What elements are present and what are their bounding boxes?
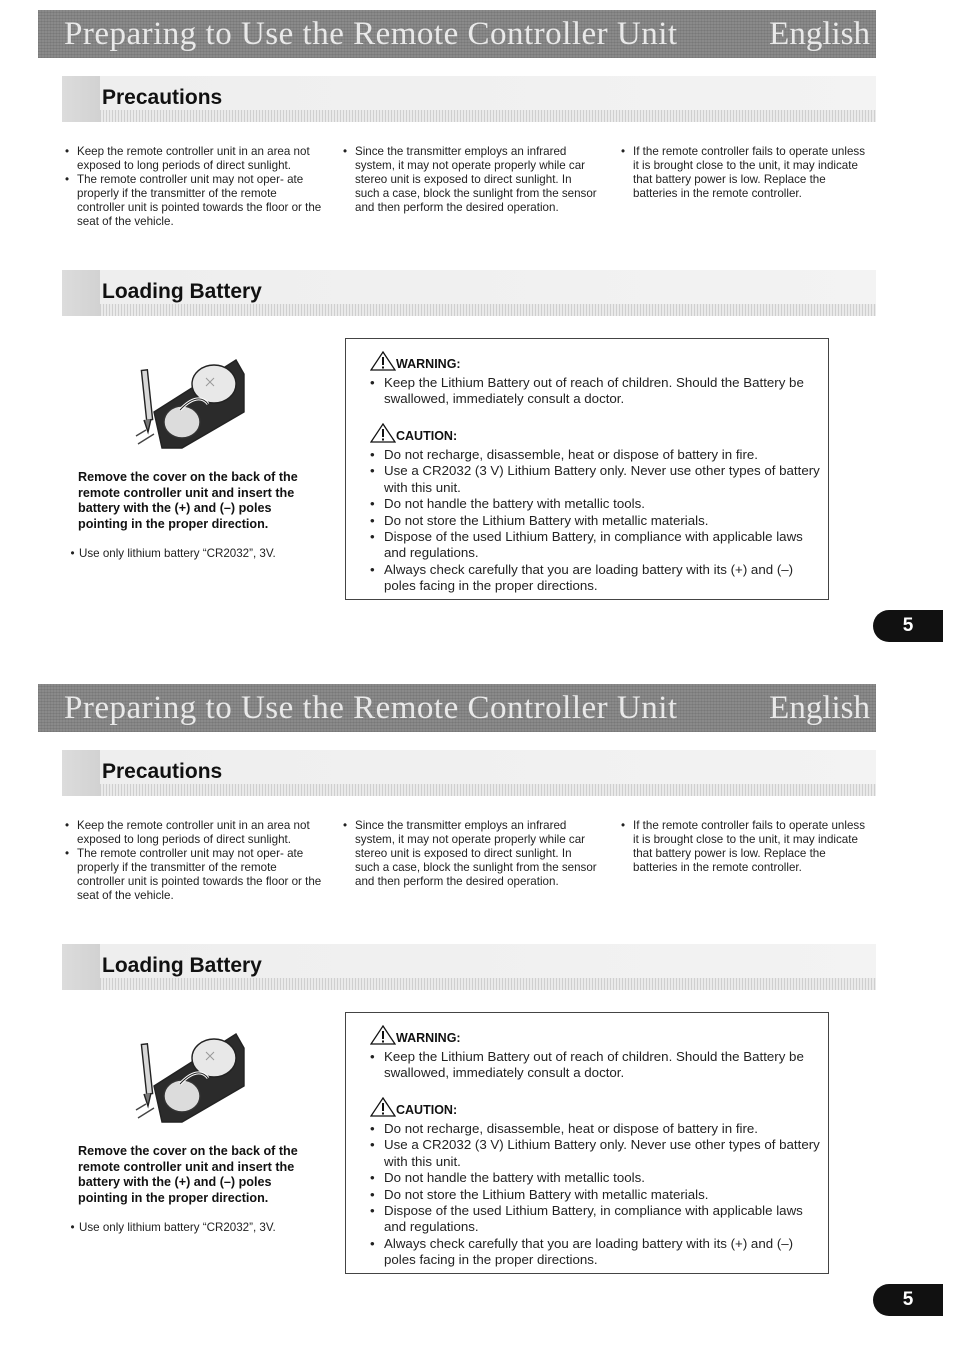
loading-battery-section-bar — [62, 944, 876, 990]
page-number: 5 — [902, 1289, 914, 1310]
banner-language: English — [769, 16, 870, 52]
precautions-column-3 — [619, 819, 869, 875]
battery-type-note: • Use only lithium battery “CR2032”, 3V. — [70, 1221, 276, 1234]
caution-heading — [370, 423, 457, 443]
precautions-column-1 — [63, 145, 325, 229]
caution-label: CAUTION: — [396, 1103, 458, 1117]
battery-type-note-text: Use only lithium battery “CR2032”, 3V. — [79, 547, 276, 560]
caution-item: • Do not handle the battery with metallic tools. — [368, 496, 828, 512]
caution-item: • Do not store the Lithium Battery with metallic materials. — [368, 1187, 828, 1203]
warning-heading — [370, 1025, 461, 1045]
banner-title: Preparing to Use the Remote Controller Unit — [64, 690, 678, 726]
page-1 — [0, 0, 954, 674]
precaution-item: • The remote controller unit may not oper- ate properly if the transmitter of the remote controller unit is pointed towards the floor or the seat of the vehicle. — [63, 173, 325, 229]
precaution-item: • If the remote controller fails to operate unless it is brought close to the unit, it may indicate that battery power is low. Replace the batteries in the remote controller. — [619, 819, 869, 875]
loading-instruction: Remove the cover on the back of the remote controller unit and insert the battery with the (+) and (–) poles pointing in the proper direction. — [78, 1144, 298, 1205]
warning-triangle-icon — [370, 1025, 396, 1045]
precaution-item: • The remote controller unit may not oper- ate properly if the transmitter of the remote controller unit is pointed towards the floor or the seat of the vehicle. — [63, 847, 325, 903]
caution-heading — [370, 1097, 457, 1117]
warning-triangle-icon — [370, 1097, 396, 1117]
warning-heading — [370, 351, 461, 371]
precaution-item: • Keep the remote controller unit in an area not exposed to long periods of direct sunlight. — [63, 819, 325, 847]
caution-item: • Use a CR2032 (3 V) Lithium Battery only. Never use other types of battery with this unit. — [368, 1137, 828, 1170]
warning-item: • Keep the Lithium Battery out of reach of children. Should the Battery be swallowed, immediately consult a doctor. — [368, 375, 828, 408]
page-number-tab — [873, 610, 943, 642]
caution-label: CAUTION: — [396, 429, 458, 443]
caution-item: • Always check carefully that you are loading battery with its (+) and (–) poles facing in the proper directions. — [368, 1236, 828, 1269]
precaution-item: • Keep the remote controller unit in an area not exposed to long periods of direct sunlight. — [63, 145, 325, 173]
loading-battery-section-bar — [62, 270, 876, 316]
page-number: 5 — [902, 615, 914, 636]
remote-battery-illustration — [132, 352, 252, 452]
header-banner — [38, 684, 876, 732]
precautions-section-bar — [62, 750, 876, 796]
caution-item: • Do not store the Lithium Battery with metallic materials. — [368, 513, 828, 529]
caution-list — [368, 1121, 828, 1269]
warning-list — [368, 1049, 828, 1082]
precaution-item: • Since the transmitter employs an infrared system, it may not operate properly while car stereo unit is exposed to direct sunlight. In such a case, block the sunlight from the sensor and then perform the desired operation. — [341, 145, 599, 215]
caution-item: • Use a CR2032 (3 V) Lithium Battery only. Never use other types of battery with this unit. — [368, 463, 828, 496]
warning-item: • Keep the Lithium Battery out of reach of children. Should the Battery be swallowed, immediately consult a doctor. — [368, 1049, 828, 1082]
caution-item: • Dispose of the used Lithium Battery, in compliance with applicable laws and regulations. — [368, 529, 828, 562]
battery-type-note: • Use only lithium battery “CR2032”, 3V. — [70, 547, 276, 560]
warning-list — [368, 375, 828, 408]
warning-caution-box — [345, 338, 829, 600]
loading-battery-heading: Loading Battery — [102, 280, 262, 303]
precautions-column-2 — [341, 145, 599, 215]
warning-caution-box — [345, 1012, 829, 1274]
banner-language: English — [769, 690, 870, 726]
warning-label: WARNING: — [396, 1031, 461, 1045]
precautions-column-3 — [619, 145, 869, 201]
loading-battery-heading: Loading Battery — [102, 954, 262, 977]
precaution-item: • Since the transmitter employs an infrared system, it may not operate properly while car stereo unit is exposed to direct sunlight. In such a case, block the sunlight from the sensor and then perform the desired operation. — [341, 819, 599, 889]
battery-type-note-text: Use only lithium battery “CR2032”, 3V. — [79, 1221, 276, 1234]
precautions-section-bar — [62, 76, 876, 122]
remote-battery-illustration — [132, 1026, 252, 1126]
banner-title: Preparing to Use the Remote Controller Unit — [64, 16, 678, 52]
caution-item: • Do not handle the battery with metallic tools. — [368, 1170, 828, 1186]
page-number-tab — [873, 1284, 943, 1316]
caution-item: • Dispose of the used Lithium Battery, in compliance with applicable laws and regulations. — [368, 1203, 828, 1236]
loading-instruction: Remove the cover on the back of the remote controller unit and insert the battery with the (+) and (–) poles pointing in the proper direction. — [78, 470, 298, 531]
precautions-column-1 — [63, 819, 325, 903]
warning-triangle-icon — [370, 423, 396, 443]
caution-item: • Do not recharge, disassemble, heat or dispose of battery in fire. — [368, 447, 828, 463]
caution-item: • Always check carefully that you are loading battery with its (+) and (–) poles facing in the proper directions. — [368, 562, 828, 595]
caution-item: • Do not recharge, disassemble, heat or dispose of battery in fire. — [368, 1121, 828, 1137]
precautions-column-2 — [341, 819, 599, 889]
precautions-heading: Precautions — [102, 86, 223, 109]
precautions-heading: Precautions — [102, 760, 223, 783]
caution-list — [368, 447, 828, 595]
header-banner — [38, 10, 876, 58]
precaution-item: • If the remote controller fails to operate unless it is brought close to the unit, it may indicate that battery power is low. Replace the batteries in the remote controller. — [619, 145, 869, 201]
warning-label: WARNING: — [396, 357, 461, 371]
warning-triangle-icon — [370, 351, 396, 371]
page-2 — [0, 674, 954, 1348]
